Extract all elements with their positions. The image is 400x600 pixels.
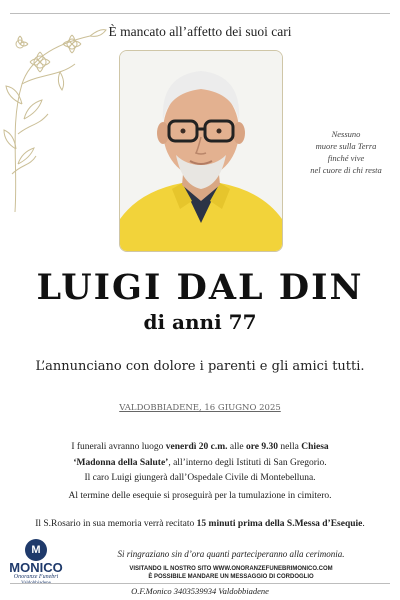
church-name: ‘Madonna della Salute’ (73, 457, 169, 468)
memorial-quote (300, 128, 392, 176)
logo-badge: M (25, 539, 47, 561)
deceased-name: LUIGI DAL DIN (36, 267, 364, 308)
website-notice (72, 565, 390, 581)
quote-line: nel cuore di chi resta (310, 165, 382, 175)
quote-line: finché vive (327, 153, 365, 163)
rosary-text: Il S.Rosario in sua memoria verrà recitato 15 minuti prima della S.Messa d’Esequie. (35, 519, 365, 529)
place-date: VALDOBBIADENE, 16 GIUGNO 2025 (119, 403, 281, 413)
portrait-photo (119, 50, 283, 252)
website-line: VISITANDO IL NOSTRO SITO WWW.ONORANZEFUNEBRIMONICO.COM (129, 566, 333, 572)
logo-subtitle: Onoranze Funebri (13, 574, 59, 580)
funeral-time: ore 9.30 (245, 442, 278, 452)
footer-divider (10, 583, 390, 584)
funeral-details: I funerali avranno luogo venerdì 20 c.m. alle ore 9.30 nella Chiesa ‘Madonna della Salute’, all’interno degli Istituti di San Gregorio. Il caro Luigi giungerà dall’Ospedale Civile di Montebelluna. (22, 440, 378, 487)
funeral-home-logo (6, 539, 66, 587)
logo-name: MONICO (9, 560, 63, 575)
arrival-text: Il caro Luigi giungerà dall’Ospedale Civile di Montebelluna. (84, 473, 316, 483)
quote-line: Nessuno (331, 129, 361, 139)
intro-text: È mancato all’affetto dei suoi cari (108, 24, 292, 39)
funeral-date: venerdì 20 c.m. (165, 442, 228, 452)
deceased-age: di anni 77 (143, 310, 257, 334)
floral-corner-decoration (0, 14, 110, 214)
thanks-text: Si ringraziano sin d’ora quanti parteciperanno alla cerimonia. (117, 549, 345, 559)
announcement-text: L’annunciano con dolore i parenti e gli amici tutti. (35, 359, 365, 374)
footer-contact: O.F.Monico 3403539934 Valdobbiadene (131, 586, 269, 596)
website-line: È POSSIBILE MANDARE UN MESSAGGIO DI CORDOGLIO (148, 574, 314, 580)
quote-line: muore sulla Terra (315, 141, 377, 151)
burial-text: Al termine delle esequie si proseguirà per la tumulazione in cimitero. (68, 491, 332, 501)
